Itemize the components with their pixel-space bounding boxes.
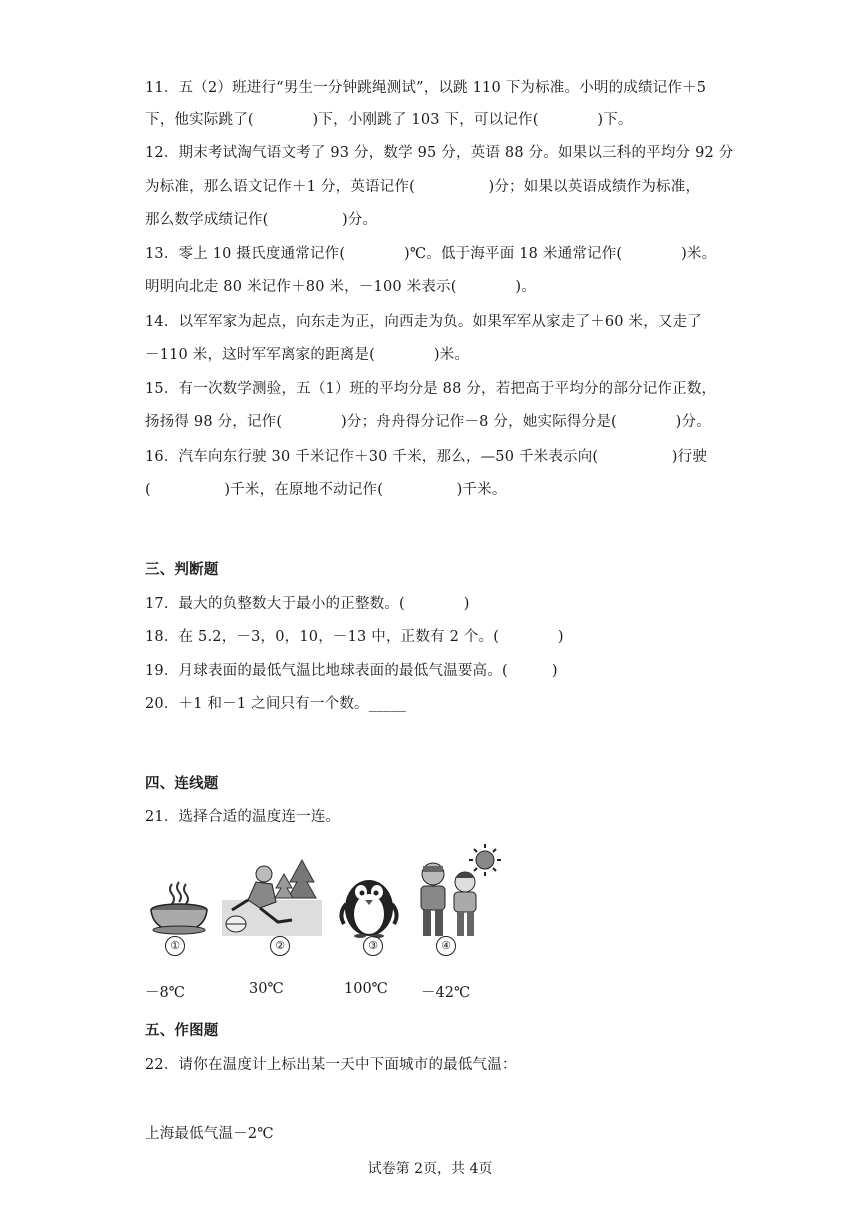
kids-in-sun-icon (415, 842, 505, 940)
label-4: ④ (436, 936, 456, 956)
q14-line-1: 14．以军军家为起点，向东走为正，向西走为负。如果军军从家走了＋60 米，又走了 (145, 314, 703, 330)
q16-line-2: ( )千米，在原地不动记作( )千米。 (145, 482, 507, 498)
q18: 18．在 5.2，－3，0，10，－13 中，正数有 2 个。( ) (145, 629, 564, 645)
section-4-title: 四、连线题 (145, 775, 219, 792)
penguin-icon (336, 874, 402, 938)
label-1: ① (165, 936, 185, 956)
shanghai-temp: 上海最低气温－2℃ (145, 1126, 274, 1142)
q11-line-2: 下，他实际跳了( )下，小刚跳了 103 下，可以记作( )下。 (145, 112, 633, 128)
section-5-title: 五、作图题 (145, 1022, 219, 1039)
q19: 19．月球表面的最低气温比地球表面的最低气温要高。( ) (145, 663, 558, 679)
temp-option-2: 30℃ (249, 981, 284, 997)
q17: 17．最大的负整数大于最小的正整数。( ) (145, 596, 470, 612)
temp-option-4: －42℃ (421, 985, 471, 1001)
hot-cup-icon (146, 880, 212, 936)
ice-skater-icon (222, 856, 322, 940)
q15-line-1: 15．有一次数学测验，五（1）班的平均分是 88 分，若把高于平均分的部分记作正数， (145, 381, 717, 397)
temp-option-1: －8℃ (145, 985, 185, 1001)
picture-row (140, 842, 520, 962)
label-2: ② (270, 936, 290, 956)
q15-line-2: 扬扬得 98 分，记作( )分；舟舟得分记作－8 分，她实际得分是( )分。 (145, 414, 711, 430)
temp-option-3: 100℃ (344, 981, 388, 997)
q16-line-1: 16．汽车向东行驶 30 千米记作＋30 千米，那么，—50 千米表示向( )行驶 (145, 449, 708, 465)
q22: 22．请你在温度计上标出某一天中下面城市的最低气温： (145, 1057, 517, 1073)
q13-line-1: 13．零上 10 摄氏度通常记作( )℃。低于海平面 18 米通常记作( )米。 (145, 246, 717, 262)
q13-line-2: 明明向北走 80 米记作＋80 米，－100 米表示( )。 (145, 279, 536, 295)
q21: 21．选择合适的温度连一连。 (145, 809, 341, 825)
q14-line-2: －110 米，这时军军离家的距离是( )米。 (145, 347, 470, 363)
q20: 20．＋1 和－1 之间只有一个数。_____ (145, 696, 406, 712)
q12-line-3: 那么数学成绩记作( )分。 (145, 212, 378, 228)
q11-line-1: 11．五（2）班进行“男生一分钟跳绳测试”，以跳 110 下为标准。小明的成绩记作＋5 (145, 80, 707, 96)
q12-line-2: 为标准，那么语文记作＋1 分，英语记作( )分；如果以英语成绩作为标准， (145, 179, 701, 195)
label-3: ③ (363, 936, 383, 956)
q12-line-1: 12．期末考试淘气语文考了 93 分，数学 95 分，英语 88 分。如果以三科的平均分 92 分 (145, 145, 734, 161)
section-3-title: 三、判断题 (145, 561, 219, 578)
page-footer: 试卷第 2页，共 4页 (367, 1161, 493, 1177)
